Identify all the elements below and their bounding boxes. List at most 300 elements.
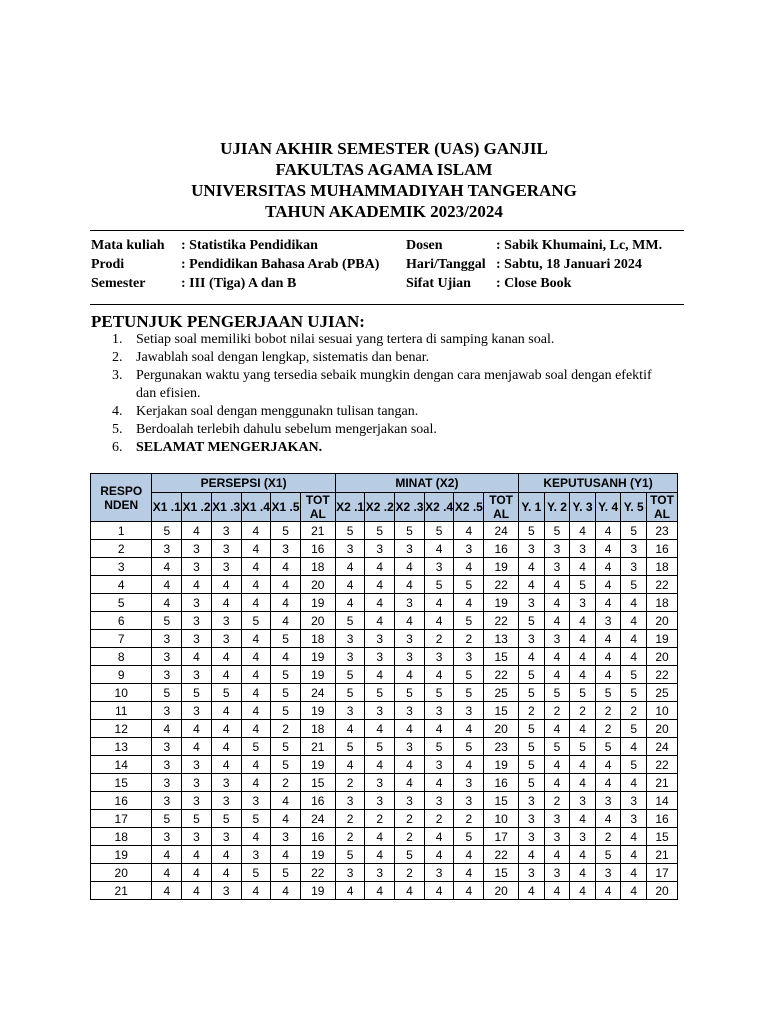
score-cell: 4 bbox=[595, 648, 621, 666]
score-cell: 4 bbox=[395, 756, 425, 774]
score-cell: 4 bbox=[454, 882, 484, 900]
score-cell: 3 bbox=[335, 864, 365, 882]
score-cell: 5 bbox=[335, 738, 365, 756]
score-cell: 5 bbox=[271, 630, 301, 648]
score-cell: 4 bbox=[365, 576, 395, 594]
score-cell: 5 bbox=[211, 810, 241, 828]
score-cell: 24 bbox=[300, 810, 335, 828]
score-cell: 4 bbox=[182, 864, 212, 882]
score-cell: 4 bbox=[595, 540, 621, 558]
score-cell: 5 bbox=[454, 612, 484, 630]
table-row bbox=[91, 828, 678, 846]
score-cell: 21 bbox=[300, 738, 335, 756]
score-cell: 4 bbox=[271, 810, 301, 828]
table-row bbox=[91, 810, 678, 828]
score-cell: 18 bbox=[647, 558, 678, 576]
score-cell: 4 bbox=[335, 756, 365, 774]
score-cell: 3 bbox=[395, 738, 425, 756]
score-cell: 4 bbox=[544, 594, 570, 612]
score-cell: 2 bbox=[335, 774, 365, 792]
score-cell: 2 bbox=[544, 702, 570, 720]
score-cell: 4 bbox=[271, 882, 301, 900]
score-cell: 5 bbox=[519, 774, 545, 792]
score-cell: 4 bbox=[621, 630, 647, 648]
table-row bbox=[91, 666, 678, 684]
score-cell: 3 bbox=[182, 792, 212, 810]
score-cell: 4 bbox=[335, 558, 365, 576]
score-cell: 4 bbox=[519, 576, 545, 594]
score-cell: 3 bbox=[519, 540, 545, 558]
score-cell: 4 bbox=[395, 612, 425, 630]
score-cell: 4 bbox=[271, 648, 301, 666]
info-label-exam-type: Sifat Ujian bbox=[406, 276, 471, 291]
score-cell: 4 bbox=[570, 612, 596, 630]
info-label-program: Prodi bbox=[91, 257, 125, 272]
score-cell: 2 bbox=[595, 720, 621, 738]
score-cell: 4 bbox=[211, 576, 241, 594]
score-cell: 5 bbox=[271, 756, 301, 774]
respondent-number-cell: 10 bbox=[91, 684, 152, 702]
score-cell: 3 bbox=[570, 792, 596, 810]
score-cell: 4 bbox=[570, 756, 596, 774]
score-cell: 4 bbox=[544, 576, 570, 594]
info-value-lecturer: : Sabik Khumaini, Lc, MM. bbox=[496, 238, 663, 253]
score-cell: 4 bbox=[424, 612, 454, 630]
score-cell: 4 bbox=[152, 846, 182, 864]
score-cell: 3 bbox=[335, 648, 365, 666]
column-header: Y. 3 bbox=[570, 493, 596, 522]
instruction-number: 1. bbox=[112, 332, 123, 347]
score-cell: 5 bbox=[519, 522, 545, 540]
score-cell: 4 bbox=[241, 666, 271, 684]
score-cell: 3 bbox=[335, 702, 365, 720]
score-cell: 3 bbox=[544, 810, 570, 828]
score-cell: 5 bbox=[241, 738, 271, 756]
score-cell: 2 bbox=[621, 702, 647, 720]
score-cell: 3 bbox=[182, 594, 212, 612]
score-cell: 5 bbox=[271, 522, 301, 540]
score-cell: 3 bbox=[595, 612, 621, 630]
score-cell: 4 bbox=[335, 720, 365, 738]
info-value-semester: : III (Tiga) A dan B bbox=[181, 276, 297, 291]
score-cell: 3 bbox=[211, 828, 241, 846]
score-cell: 16 bbox=[484, 540, 519, 558]
column-header: TOT AL bbox=[300, 493, 335, 522]
info-label-lecturer: Dosen bbox=[406, 238, 443, 253]
score-cell: 5 bbox=[424, 522, 454, 540]
score-cell: 4 bbox=[395, 576, 425, 594]
score-cell: 2 bbox=[570, 702, 596, 720]
score-cell: 5 bbox=[395, 846, 425, 864]
score-cell: 5 bbox=[271, 738, 301, 756]
table-row bbox=[91, 792, 678, 810]
score-cell: 4 bbox=[395, 774, 425, 792]
score-cell: 4 bbox=[182, 846, 212, 864]
respondent-number-cell: 7 bbox=[91, 630, 152, 648]
score-cell: 5 bbox=[424, 738, 454, 756]
score-cell: 4 bbox=[241, 630, 271, 648]
score-cell: 3 bbox=[424, 864, 454, 882]
table-row bbox=[91, 684, 678, 702]
score-cell: 3 bbox=[241, 846, 271, 864]
respondent-number-cell: 16 bbox=[91, 792, 152, 810]
score-cell: 4 bbox=[365, 594, 395, 612]
instruction-item bbox=[112, 367, 672, 403]
score-cell: 3 bbox=[335, 540, 365, 558]
exam-header bbox=[0, 138, 768, 222]
score-cell: 15 bbox=[647, 828, 678, 846]
score-cell: 20 bbox=[647, 882, 678, 900]
respondent-number-cell: 8 bbox=[91, 648, 152, 666]
score-cell: 5 bbox=[395, 684, 425, 702]
score-cell: 5 bbox=[621, 756, 647, 774]
score-cell: 4 bbox=[424, 882, 454, 900]
score-cell: 2 bbox=[454, 810, 484, 828]
score-cell: 22 bbox=[484, 846, 519, 864]
score-cell: 4 bbox=[544, 846, 570, 864]
score-cell: 15 bbox=[484, 648, 519, 666]
score-cell: 3 bbox=[395, 792, 425, 810]
score-cell: 4 bbox=[152, 864, 182, 882]
score-cell: 5 bbox=[519, 738, 545, 756]
score-cell: 4 bbox=[424, 720, 454, 738]
score-cell: 4 bbox=[335, 576, 365, 594]
score-cell: 3 bbox=[152, 792, 182, 810]
respondent-header: RESPO NDEN bbox=[91, 474, 152, 522]
score-cell: 5 bbox=[621, 576, 647, 594]
respondent-number-cell: 9 bbox=[91, 666, 152, 684]
score-cell: 4 bbox=[519, 648, 545, 666]
score-cell: 3 bbox=[424, 702, 454, 720]
table-row bbox=[91, 738, 678, 756]
score-cell: 2 bbox=[395, 864, 425, 882]
score-cell: 19 bbox=[484, 594, 519, 612]
score-cell: 5 bbox=[365, 684, 395, 702]
score-cell: 4 bbox=[152, 576, 182, 594]
column-header: X2 .1 bbox=[335, 493, 365, 522]
score-cell: 5 bbox=[454, 684, 484, 702]
score-cell: 3 bbox=[519, 810, 545, 828]
score-cell: 5 bbox=[335, 846, 365, 864]
score-cell: 14 bbox=[647, 792, 678, 810]
score-cell: 3 bbox=[454, 702, 484, 720]
score-cell: 17 bbox=[484, 828, 519, 846]
score-cell: 3 bbox=[395, 648, 425, 666]
score-cell: 5 bbox=[271, 702, 301, 720]
score-cell: 5 bbox=[211, 684, 241, 702]
score-cell: 4 bbox=[454, 594, 484, 612]
score-cell: 4 bbox=[365, 558, 395, 576]
respondent-number-cell: 5 bbox=[91, 594, 152, 612]
score-cell: 5 bbox=[182, 810, 212, 828]
score-cell: 4 bbox=[454, 720, 484, 738]
score-cell: 20 bbox=[647, 648, 678, 666]
score-cell: 19 bbox=[300, 846, 335, 864]
score-cell: 3 bbox=[211, 522, 241, 540]
respondent-number-cell: 20 bbox=[91, 864, 152, 882]
table-body bbox=[91, 522, 678, 900]
column-header: Y. 4 bbox=[595, 493, 621, 522]
score-cell: 4 bbox=[152, 594, 182, 612]
respondent-number-cell: 6 bbox=[91, 612, 152, 630]
column-header: X2 .2 bbox=[365, 493, 395, 522]
score-cell: 3 bbox=[570, 828, 596, 846]
score-cell: 19 bbox=[484, 756, 519, 774]
score-cell: 3 bbox=[519, 864, 545, 882]
table-row bbox=[91, 576, 678, 594]
score-cell: 4 bbox=[544, 666, 570, 684]
instructions-title: PETUNJUK PENGERJAAN UJIAN: bbox=[91, 312, 365, 331]
score-cell: 3 bbox=[211, 540, 241, 558]
score-cell: 4 bbox=[595, 594, 621, 612]
score-cell: 4 bbox=[271, 594, 301, 612]
score-cell: 3 bbox=[519, 792, 545, 810]
column-header: Y. 2 bbox=[544, 493, 570, 522]
info-value-program: : Pendidikan Bahasa Arab (PBA) bbox=[181, 257, 380, 272]
group-header-minat: MINAT (X2) bbox=[335, 474, 518, 493]
score-cell: 4 bbox=[621, 828, 647, 846]
score-cell: 20 bbox=[484, 720, 519, 738]
score-cell: 4 bbox=[454, 756, 484, 774]
score-cell: 3 bbox=[211, 630, 241, 648]
instruction-text: Pergunakan waktu yang tersedia sebaik mungkin dengan cara menjawab soal dengan efektif dan efisien. bbox=[136, 368, 652, 401]
score-cell: 2 bbox=[595, 828, 621, 846]
instructions-list bbox=[112, 331, 672, 457]
table-row bbox=[91, 612, 678, 630]
table-row bbox=[91, 702, 678, 720]
score-cell: 4 bbox=[454, 522, 484, 540]
score-cell: 5 bbox=[241, 864, 271, 882]
column-header: X2 .5 bbox=[454, 493, 484, 522]
respondent-number-cell: 11 bbox=[91, 702, 152, 720]
score-cell: 5 bbox=[570, 576, 596, 594]
instruction-number: 3. bbox=[112, 368, 123, 383]
instruction-item bbox=[112, 349, 672, 367]
score-cell: 19 bbox=[647, 630, 678, 648]
score-cell: 4 bbox=[365, 720, 395, 738]
score-cell: 5 bbox=[424, 684, 454, 702]
score-cell: 5 bbox=[152, 810, 182, 828]
score-cell: 4 bbox=[544, 612, 570, 630]
score-cell: 3 bbox=[395, 702, 425, 720]
score-cell: 4 bbox=[454, 864, 484, 882]
score-cell: 19 bbox=[300, 756, 335, 774]
score-cell: 4 bbox=[182, 720, 212, 738]
score-cell: 4 bbox=[595, 756, 621, 774]
score-cell: 3 bbox=[152, 666, 182, 684]
column-header: TOT AL bbox=[647, 493, 678, 522]
score-cell: 4 bbox=[152, 558, 182, 576]
score-cell: 4 bbox=[454, 846, 484, 864]
score-cell: 5 bbox=[271, 684, 301, 702]
score-cell: 3 bbox=[544, 558, 570, 576]
score-cell: 4 bbox=[621, 864, 647, 882]
score-cell: 18 bbox=[300, 630, 335, 648]
score-cell: 4 bbox=[595, 522, 621, 540]
score-cell: 3 bbox=[544, 864, 570, 882]
score-cell: 3 bbox=[570, 540, 596, 558]
score-cell: 3 bbox=[544, 630, 570, 648]
score-cell: 4 bbox=[211, 648, 241, 666]
score-cell: 3 bbox=[365, 774, 395, 792]
score-cell: 3 bbox=[335, 792, 365, 810]
info-value-course: : Statistika Pendidikan bbox=[181, 238, 318, 253]
score-cell: 3 bbox=[152, 630, 182, 648]
column-header: Y. 5 bbox=[621, 493, 647, 522]
score-cell: 4 bbox=[241, 648, 271, 666]
score-cell: 5 bbox=[519, 612, 545, 630]
instruction-text: Jawablah soal dengan lengkap, sistematis dan benar. bbox=[136, 350, 430, 365]
score-cell: 21 bbox=[647, 774, 678, 792]
score-cell: 4 bbox=[595, 666, 621, 684]
header-academic-year: TAHUN AKADEMIK 2023/2024 bbox=[265, 202, 503, 221]
instruction-number: 5. bbox=[112, 422, 123, 437]
score-cell: 4 bbox=[570, 810, 596, 828]
score-cell: 4 bbox=[365, 666, 395, 684]
score-cell: 20 bbox=[647, 612, 678, 630]
score-cell: 4 bbox=[570, 774, 596, 792]
score-cell: 16 bbox=[300, 828, 335, 846]
column-header: Y. 1 bbox=[519, 493, 545, 522]
score-cell: 3 bbox=[152, 774, 182, 792]
score-cell: 5 bbox=[595, 846, 621, 864]
score-cell: 3 bbox=[395, 630, 425, 648]
score-cell: 3 bbox=[544, 828, 570, 846]
header-faculty: FAKULTAS AGAMA ISLAM bbox=[275, 160, 493, 179]
score-cell: 3 bbox=[152, 648, 182, 666]
score-cell: 3 bbox=[335, 630, 365, 648]
score-cell: 4 bbox=[544, 648, 570, 666]
respondent-number-cell: 21 bbox=[91, 882, 152, 900]
score-cell: 4 bbox=[395, 882, 425, 900]
score-cell: 3 bbox=[454, 648, 484, 666]
score-cell: 3 bbox=[182, 540, 212, 558]
score-cell: 4 bbox=[271, 576, 301, 594]
score-cell: 5 bbox=[519, 756, 545, 774]
score-cell: 4 bbox=[211, 666, 241, 684]
score-cell: 13 bbox=[484, 630, 519, 648]
table-row bbox=[91, 756, 678, 774]
score-cell: 10 bbox=[484, 810, 519, 828]
score-cell: 23 bbox=[484, 738, 519, 756]
score-cell: 4 bbox=[271, 792, 301, 810]
info-row bbox=[91, 257, 691, 275]
score-cell: 5 bbox=[595, 738, 621, 756]
score-cell: 3 bbox=[570, 594, 596, 612]
instruction-number: 2. bbox=[112, 350, 123, 365]
score-cell: 20 bbox=[484, 882, 519, 900]
table-row bbox=[91, 864, 678, 882]
score-cell: 5 bbox=[519, 720, 545, 738]
score-cell: 4 bbox=[595, 558, 621, 576]
score-cell: 3 bbox=[182, 612, 212, 630]
score-cell: 4 bbox=[241, 756, 271, 774]
score-cell: 5 bbox=[424, 576, 454, 594]
score-cell: 4 bbox=[570, 648, 596, 666]
score-cell: 5 bbox=[454, 738, 484, 756]
respondent-number-cell: 17 bbox=[91, 810, 152, 828]
score-cell: 4 bbox=[211, 864, 241, 882]
score-cell: 5 bbox=[621, 522, 647, 540]
score-cell: 3 bbox=[454, 774, 484, 792]
column-header: X2 .3 bbox=[395, 493, 425, 522]
subheader-row bbox=[91, 493, 678, 522]
instruction-item bbox=[112, 331, 672, 349]
score-cell: 4 bbox=[519, 846, 545, 864]
score-cell: 4 bbox=[182, 648, 212, 666]
score-cell: 3 bbox=[152, 828, 182, 846]
score-cell: 5 bbox=[182, 684, 212, 702]
score-cell: 19 bbox=[484, 558, 519, 576]
score-cell: 4 bbox=[241, 594, 271, 612]
score-cell: 4 bbox=[519, 882, 545, 900]
score-cell: 4 bbox=[570, 846, 596, 864]
score-cell: 2 bbox=[424, 630, 454, 648]
score-cell: 5 bbox=[570, 738, 596, 756]
score-cell: 3 bbox=[621, 792, 647, 810]
score-cell: 4 bbox=[395, 720, 425, 738]
score-cell: 4 bbox=[335, 594, 365, 612]
table-row bbox=[91, 540, 678, 558]
table-row bbox=[91, 522, 678, 540]
score-cell: 4 bbox=[595, 882, 621, 900]
score-cell: 17 bbox=[647, 864, 678, 882]
score-cell: 3 bbox=[182, 774, 212, 792]
score-cell: 5 bbox=[454, 828, 484, 846]
score-cell: 4 bbox=[621, 846, 647, 864]
score-cell: 4 bbox=[365, 612, 395, 630]
score-cell: 5 bbox=[395, 522, 425, 540]
score-cell: 5 bbox=[271, 666, 301, 684]
score-cell: 4 bbox=[241, 774, 271, 792]
score-cell: 4 bbox=[335, 882, 365, 900]
score-cell: 4 bbox=[182, 738, 212, 756]
score-cell: 4 bbox=[241, 702, 271, 720]
score-cell: 4 bbox=[271, 558, 301, 576]
column-header: X1 .4 bbox=[241, 493, 271, 522]
score-cell: 2 bbox=[365, 810, 395, 828]
score-cell: 19 bbox=[300, 666, 335, 684]
score-cell: 15 bbox=[300, 774, 335, 792]
score-cell: 22 bbox=[647, 756, 678, 774]
instruction-text: Kerjakan soal dengan menggunakn tulisan tangan. bbox=[136, 404, 419, 419]
top-divider bbox=[90, 230, 684, 231]
score-cell: 4 bbox=[395, 558, 425, 576]
score-cell: 5 bbox=[335, 522, 365, 540]
score-cell: 4 bbox=[241, 828, 271, 846]
score-cell: 5 bbox=[621, 720, 647, 738]
score-cell: 4 bbox=[621, 882, 647, 900]
score-cell: 4 bbox=[621, 594, 647, 612]
score-cell: 5 bbox=[335, 612, 365, 630]
score-cell: 4 bbox=[570, 666, 596, 684]
score-cell: 3 bbox=[454, 792, 484, 810]
score-cell: 5 bbox=[519, 684, 545, 702]
respondent-number-cell: 19 bbox=[91, 846, 152, 864]
score-cell: 3 bbox=[621, 810, 647, 828]
score-cell: 4 bbox=[365, 846, 395, 864]
score-cell: 4 bbox=[211, 738, 241, 756]
score-cell: 3 bbox=[182, 828, 212, 846]
score-cell: 4 bbox=[595, 630, 621, 648]
score-cell: 3 bbox=[365, 540, 395, 558]
info-value-exam-type: : Close Book bbox=[496, 276, 572, 291]
score-cell: 4 bbox=[271, 612, 301, 630]
score-cell: 2 bbox=[271, 720, 301, 738]
score-cell: 4 bbox=[241, 684, 271, 702]
score-cell: 3 bbox=[424, 648, 454, 666]
score-cell: 3 bbox=[182, 558, 212, 576]
